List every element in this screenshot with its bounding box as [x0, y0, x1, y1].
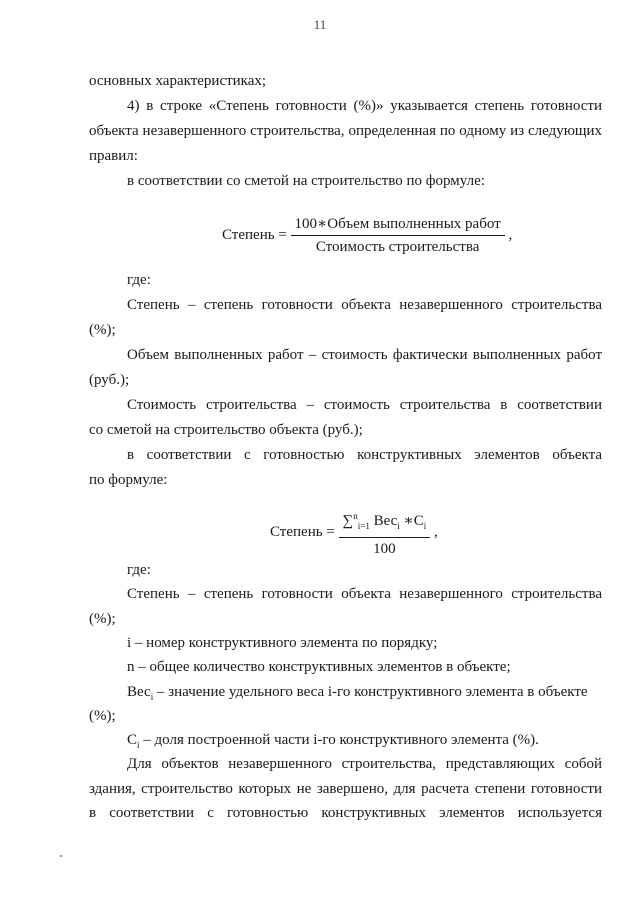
text-line: со сметой на строительство объекта (руб.); — [89, 422, 363, 438]
text-line: (%); — [89, 611, 116, 627]
ves-term: Вес — [369, 513, 398, 529]
text-line: Стоимость строительства – стоимость строительства в соответствии — [127, 397, 602, 413]
c-definition: – доля построенной части i-го конструктивного элемента (%). — [139, 732, 539, 748]
ves-definition: – значение удельного веса i-го конструктивного элемента в объекте — [153, 684, 588, 700]
formula-2-fraction — [339, 507, 431, 558]
text-line: основных характеристиках; — [89, 73, 267, 89]
text-line: где: — [127, 272, 151, 288]
formula-2-lhs: Степень = — [270, 523, 335, 540]
ves-word: Вес — [127, 684, 151, 700]
text-line — [127, 683, 588, 706]
formula-2-denominator: 100 — [373, 541, 396, 557]
sum-symbol: ∑ — [342, 513, 354, 529]
text-line: в соответствии с готовностью конструктивных элементов используется — [89, 805, 602, 821]
text-line: i – номер конструктивного элемента по порядку; — [127, 635, 438, 651]
sum-upper-limit: n — [353, 511, 358, 521]
text-line: в соответствии с готовностью конструктивных элементов объекта — [127, 447, 602, 463]
text-line: Объем выполненных работ – стоимость фактически выполненных работ — [127, 347, 602, 363]
scan-speck — [60, 855, 62, 857]
text-line: (руб.); — [89, 372, 130, 388]
text-line: по формуле: — [89, 472, 168, 488]
text-line: (%); — [89, 322, 116, 338]
formula-1-lhs: Степень = — [222, 226, 287, 243]
text-line: правил: — [89, 148, 138, 164]
ves-subscript: i — [397, 521, 400, 531]
text-line: 4) в строке «Степень готовности (%)» указывается степень готовности — [127, 98, 602, 114]
page-number: 11 — [313, 17, 327, 32]
formula-1-numerator: 100∗Объем выполненных работ — [291, 215, 505, 236]
c-term: ∗С — [399, 513, 424, 529]
text-line: Степень – степень готовности объекта незавершенного строительства — [127, 586, 602, 602]
text-line: Для объектов незавершенного строительства, представляющих собой — [127, 756, 602, 772]
text-line: где: — [127, 562, 151, 578]
text-line — [127, 731, 539, 754]
text-line: n – общее количество конструктивных элементов в объекте; — [127, 659, 511, 675]
text-line: здания, строительство которых не завершено, для расчета степени готовности — [89, 781, 602, 797]
text-line: (%); — [89, 708, 116, 724]
sum-lower-limit: i=1 — [357, 521, 370, 531]
formula-1 — [222, 215, 512, 256]
c-word: С — [127, 732, 138, 748]
formula-1-denominator: Стоимость строительства — [315, 239, 480, 255]
text-line: Степень – степень готовности объекта незавершенного строительства — [127, 297, 602, 313]
formula-2 — [270, 507, 438, 558]
text-line: в соответствии со сметой на строительство по формуле: — [127, 173, 485, 189]
ves-subscript-text: i — [150, 692, 154, 702]
formula-2-numerator — [339, 507, 431, 538]
formula-1-tail: , — [508, 226, 513, 243]
formula-1-fraction — [291, 215, 505, 256]
c-subscript-text: i — [137, 740, 140, 750]
c-subscript: i — [423, 521, 427, 531]
text-line: объекта незавершенного строительства, определенная по одному из следующих — [89, 123, 602, 139]
formula-2-tail: , — [434, 523, 438, 540]
